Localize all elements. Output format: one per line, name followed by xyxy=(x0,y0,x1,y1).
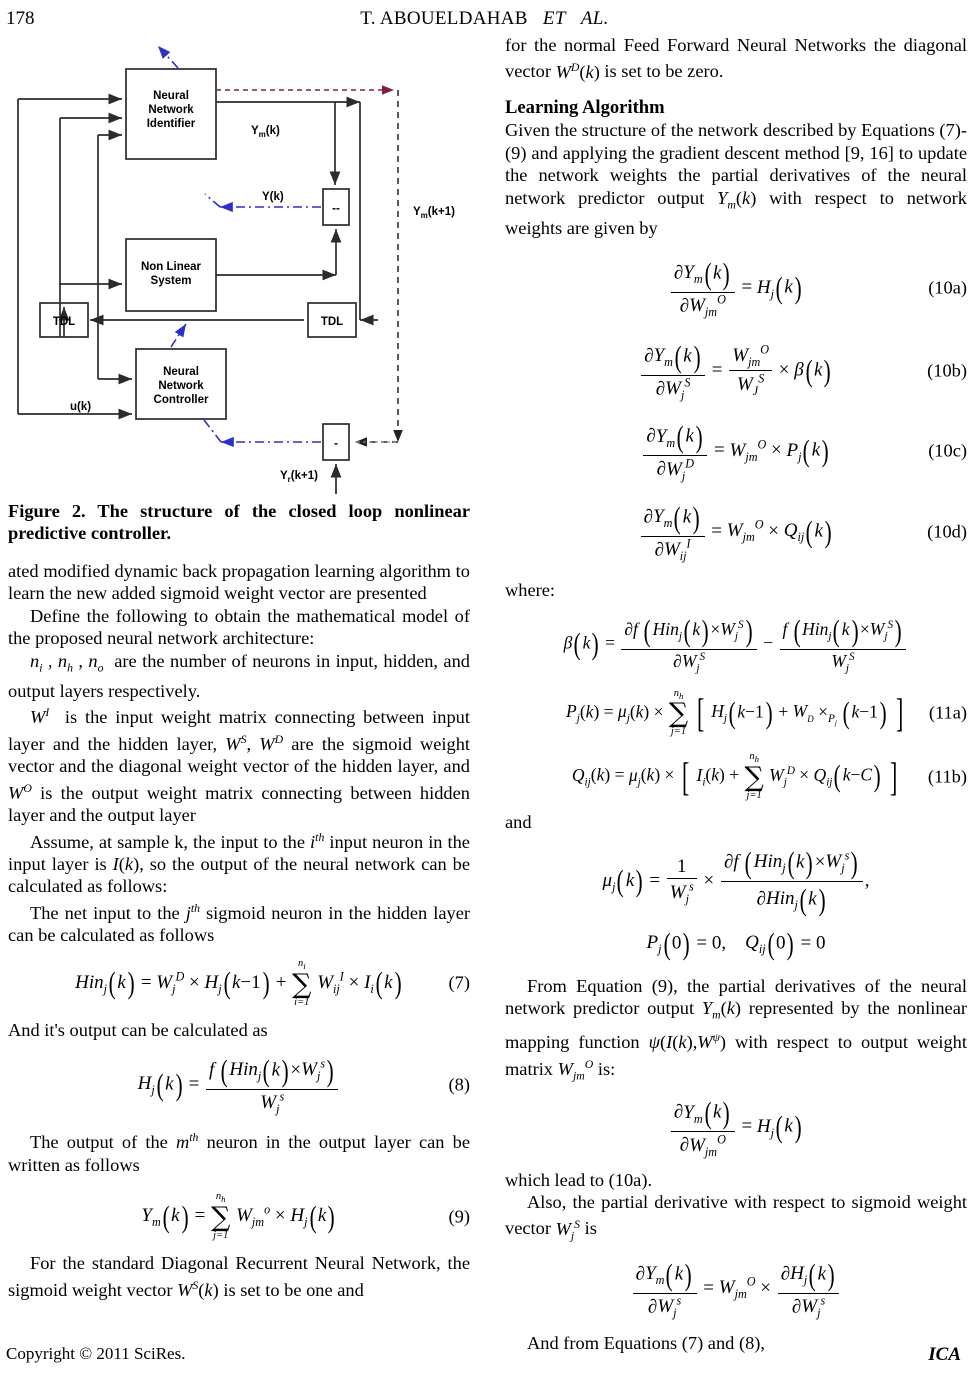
math-WD-k: $W^D(k)$ xyxy=(555,60,600,82)
equation-10c-row xyxy=(505,420,967,483)
equation-9-body: $Y_m(k)$ = $n_h$ ∑ j=1 $W_{jm}^o \times H_j(k)$ xyxy=(141,1191,335,1241)
equation-11a-number: (11a) xyxy=(928,702,967,723)
equation-10b-number: (10b) xyxy=(927,360,967,381)
running-et: ET xyxy=(542,8,566,29)
text-li-a: Given the structure of the network described by Equations (7)-(9) and applying the gradient descent method [9, 16] to update the network weights the partial derivatives of the neural network predictor output xyxy=(505,120,967,208)
equation-8-row xyxy=(8,1054,470,1117)
page-footer xyxy=(0,1344,969,1368)
equation-10d-number: (10d) xyxy=(927,521,967,542)
math-psi-map: $\psi(I(k),W^\psi)$ xyxy=(648,1031,727,1053)
text-mth-a: The output of the xyxy=(30,1132,168,1153)
running-title xyxy=(0,8,969,30)
box-label-neural-2: Neural xyxy=(163,366,199,378)
box-label-identifier: Identifier xyxy=(146,118,196,130)
paragraph-net-input xyxy=(8,898,470,947)
paragraph-assume-sample xyxy=(8,827,470,898)
math-WD: $W^D$ xyxy=(259,732,284,754)
equation-7-number: (7) xyxy=(448,972,470,993)
left-column xyxy=(8,560,470,1301)
closed-loop-controller-svg xyxy=(8,34,470,494)
box-label-tdl-left: TDL xyxy=(52,316,76,328)
paragraph-standard-drnn xyxy=(8,1252,470,1301)
paragraph-and-from-equations: And from Equations (7) and (8), xyxy=(527,1333,766,1354)
copyright-notice: Copyright © 2011 SciRes. xyxy=(6,1344,186,1363)
right-column xyxy=(505,34,967,1355)
equation-11b-row xyxy=(505,752,967,801)
paragraph-learning-intro xyxy=(505,119,967,239)
text-ap-a: Also, the partial derivative with respect to sigmoid weight vector xyxy=(505,1192,967,1239)
text-netinput-b: sigmoid neuron in the hidden layer can be calculated as follows xyxy=(8,902,470,946)
summer-upper-sign: -- xyxy=(332,203,340,215)
equation-10c-body: $\frac{\partial Y_m(k)}{\partial W_j^D}$ = $W_{jm}^O \times P_j(k)$ xyxy=(505,420,967,483)
equation-10b-row xyxy=(505,340,967,403)
equation-9-row xyxy=(8,1192,470,1241)
math-Ym-k-2: $Y_m(k)$ xyxy=(701,998,741,1022)
equation-9-number: (9) xyxy=(448,1206,470,1227)
paragraph-which-lead: which lead to (10a). xyxy=(505,1169,653,1190)
equation-dYm-dWO-row xyxy=(505,1096,967,1159)
box-label-network-2: Network xyxy=(158,380,204,392)
math-WO: $W^O$ xyxy=(8,781,32,803)
box-label-neural: Neural xyxy=(153,90,189,102)
text-wo-desc: is the output weight matrix connecting between hidden layer and the output layer xyxy=(8,782,470,826)
section-heading-learning-algorithm: Learning Algorithm xyxy=(505,96,665,118)
box-label-network: Network xyxy=(148,104,194,116)
signal-label-ym-k1: $Y_m(k+1)$ xyxy=(413,206,455,220)
equation-10d-body: $\frac{\partial Y_m(k)}{\partial W_{ij}^I}$ = $W_{jm}^O \times Q_{ij}(k)$ xyxy=(505,501,967,564)
equation-11a-body: $P_j(k) = \mu_j(k)$ × $n_h$ ∑ j=1 [ $H_j(k-1) + W_D \times_{P_j}$ (k−1) ] xyxy=(566,687,903,738)
signal-label-y-k: Y(k) xyxy=(262,191,284,203)
math-I-k: I(k) xyxy=(112,854,140,875)
running-authors: T. ABOUELDAHAB xyxy=(360,8,528,29)
box-label-controller: Controller xyxy=(153,394,209,406)
math-ith: $i^{th}$ xyxy=(310,830,325,852)
math-Wj-S: $W_j^S$ xyxy=(555,1217,581,1243)
running-al: AL. xyxy=(580,8,609,29)
equation-beta-row xyxy=(505,614,967,675)
text-fe-d: is: xyxy=(597,1059,616,1080)
math-jth: $j^{th}$ xyxy=(185,901,200,923)
equation-dYm-dWs-row xyxy=(505,1258,967,1321)
paragraph-weight-matrices: $W^I$ is the input weight matrix connecting between input layer and the hidden layer, $W^S$, $W^D$ are the sigmoid weight vector and the diagonal weight vector of the hidden layer, and $W^O$ is the output weight matrix connecting between hidden layer and the output layer xyxy=(8,706,470,826)
equation-mu-row xyxy=(505,846,967,917)
equation-10d-row xyxy=(505,501,967,564)
equation-initial-conditions-body: $P_j(0) = 0$, $Q_{ij}(0) = 0$ xyxy=(646,925,826,961)
running-head xyxy=(0,8,969,34)
paragraph-from-eq9 xyxy=(505,975,967,1088)
label-and: and xyxy=(505,812,532,833)
math-Ym-k-1: $Y_m(k)$ xyxy=(717,187,757,212)
text-ff-a: for the normal Feed Forward Neural Networks the diagonal vector xyxy=(505,35,967,82)
figure-caption: Figure 2. The structure of the closed loop nonlinear predictive controller. xyxy=(8,501,470,544)
equation-dYm-dWO-body: $\frac{\partial Y_m(k)}{\partial W_{jm}^O}$ = $H_j(k)$ xyxy=(505,1096,967,1159)
equation-11b-number: (11b) xyxy=(927,766,967,787)
page-number: 178 xyxy=(6,8,35,29)
equation-8-number: (8) xyxy=(448,1074,470,1095)
text-assume-c: , so the output of the neural network can be calculated as follows: xyxy=(8,854,470,897)
math-WS-k: $W^S(k)$ xyxy=(177,1278,219,1300)
summer-lower-sign: - xyxy=(334,438,338,450)
paragraph-also-partial xyxy=(505,1191,967,1248)
math-mth: $m^{th}$ xyxy=(176,1131,199,1153)
box-label-non-linear: Non Linear xyxy=(140,261,202,273)
box-label-system: System xyxy=(150,275,192,287)
paragraph-continued: ated modified dynamic back propagation learning algorithm to learn the new added sigmoid weight vector are presented xyxy=(8,561,470,604)
text-fe-c: with respect to output weight matrix xyxy=(505,1032,967,1080)
equation-dYm-dWs-body: $\frac{\partial Y_m(k)}{\partial W_j^s}$ = $W_{jm}^O$ × $\frac{\partial H_j(k)}{\partial W_j^s}$ xyxy=(505,1258,967,1321)
math-WI: $W^I$ xyxy=(30,706,50,728)
equation-10a-row xyxy=(505,257,967,320)
text-assume-a: Assume, at sample k, the input to the xyxy=(30,831,306,852)
text-neuron-counts: are the number of neurons in input, hidden, and output layers respectively. xyxy=(8,650,470,701)
text-ws-wd-desc: are the sigmoid weight vector and the diagonal weight vector of the hidden layer, and xyxy=(8,733,470,777)
text-ap-b: is xyxy=(584,1218,597,1239)
equation-11a-row xyxy=(505,689,967,738)
paragraph-neuron-counts xyxy=(8,650,470,702)
paragraph-define: Define the following to obtain the mathematical model of the proposed neural network architecture: xyxy=(8,605,470,649)
text-netinput-a: The net input to the xyxy=(30,902,180,923)
math-WS: $W^S$ xyxy=(225,732,247,754)
text-fe-a: From Equation (9), the partial derivatives of the neural network predictor output xyxy=(505,975,967,1019)
equation-11b-body: $Q_{ij}(k) = \mu_j(k)$ × [ $I_i(k)$ + $n_h$ ∑ j=1 $W_j^D \times Q_{ij}(k-C)$ ] xyxy=(571,750,898,801)
math-ni-nh-no: $n_i$ , $n_h$ , $n_o$ xyxy=(30,650,104,675)
signal-label-yr-k1: $Y_r(k+1)$ xyxy=(280,470,318,484)
equation-10a-body: $\frac{\partial Y_m(k)}{\partial W_{jm}^O}$ = $H_j(k)$ xyxy=(505,257,967,320)
paragraph-output-calc: And it's output can be calculated as xyxy=(8,1020,268,1041)
signal-label-u-k: u(k) xyxy=(70,401,92,413)
equation-7-body: $Hin_j(k) = W_j^D \times H_j(k-1)$ + $n_i$ ∑ i=1 $W_{ij}^I \times I_i(k)$ xyxy=(75,957,402,1008)
text-assume-b: input neuron in the input layer is xyxy=(8,831,470,875)
equation-10a-number: (10a) xyxy=(928,277,967,298)
text-fe-b: represented by the nonlinear mapping function xyxy=(505,998,967,1053)
paragraph-output-mth xyxy=(8,1127,470,1176)
equation-initial-conditions-row xyxy=(505,927,967,961)
text-drnn-b: is set to be one and xyxy=(223,1279,364,1300)
paragraph-feedforward xyxy=(505,34,967,83)
figure-2-diagram xyxy=(8,34,470,494)
text-li-b: with respect to network weights are given by xyxy=(505,187,967,238)
journal-abbreviation: ICA xyxy=(928,1344,961,1365)
label-where: where: xyxy=(505,580,556,601)
equation-7-row xyxy=(8,959,470,1008)
equation-beta-body: β(k) = $\frac{\partial f (Hin_j(k)\times W_j^S)}{\partial W_j^S}$ − $\frac{f (Hin_j(k)\times W_j^S)}{W_j^S}$ xyxy=(505,614,967,675)
text-mth-b: neuron in the output layer can be written as follows xyxy=(8,1132,470,1175)
equation-mu-body: $\mu_j(k)$ = $\frac{1}{W_j^s}$ × $\frac{\partial f (Hin_j(k)\times W_j^s)}{\partial Hin_j(k)}$ , xyxy=(602,844,870,917)
equation-10c-number: (10c) xyxy=(928,440,967,461)
text-ff-b: is set to be zero. xyxy=(604,61,724,82)
signal-label-ym-k: $Y_m(k)$ xyxy=(251,125,280,139)
box-label-tdl-right: TDL xyxy=(320,316,344,328)
equation-8-body: $H_j(k)$ = $\frac{f (Hin_j(k)\times W_j^s)}{W_j^s}$ xyxy=(8,1054,470,1117)
text-drnn-a: For the standard Diagonal Recurrent Neural Network, the sigmoid weight vector xyxy=(8,1253,470,1300)
equation-10b-body: $\frac{\partial Y_m(k)}{\partial W_j^S}$ = $\frac{W_{jm}^O}{W_J^S}$ × β(k) xyxy=(505,340,967,403)
math-Wjm-O: $W_{jm}^O$ xyxy=(557,1057,594,1083)
text-wi-desc: is the input weight matrix connecting between input layer and the hidden layer, xyxy=(8,707,470,754)
